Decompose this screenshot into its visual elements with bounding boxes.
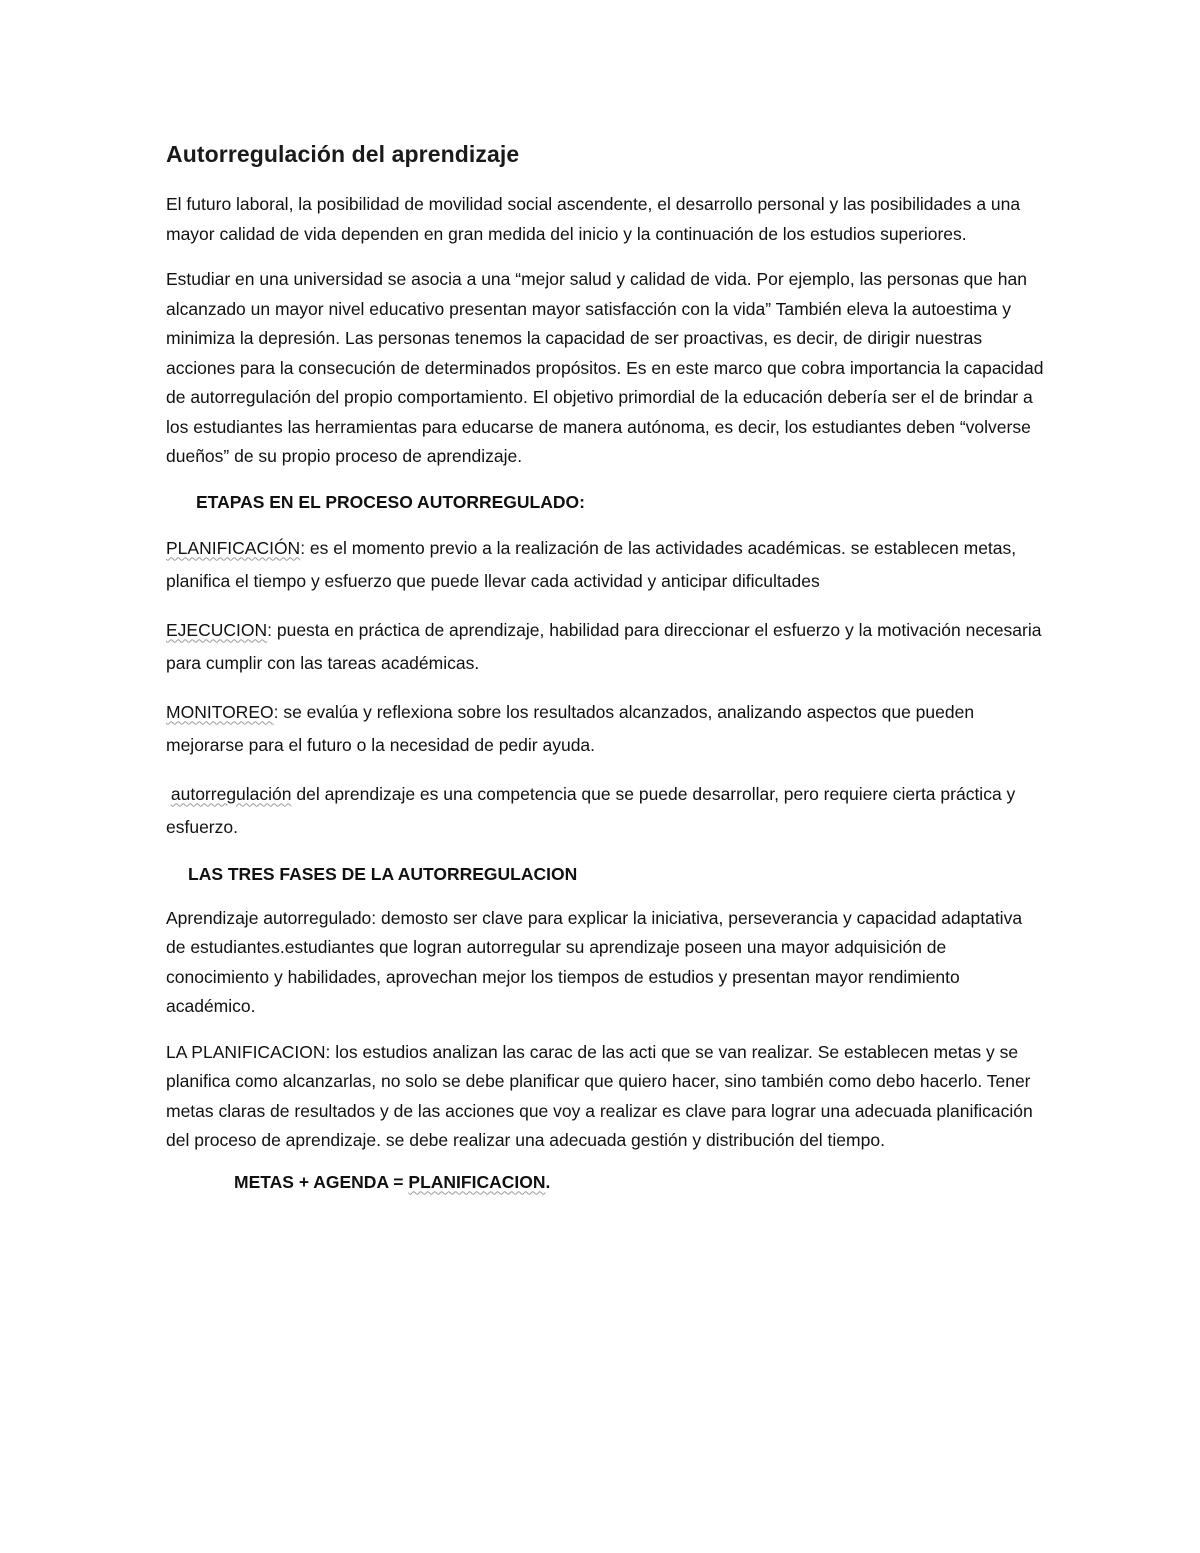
term-ejecucion: EJECUCION xyxy=(166,619,268,640)
document-body xyxy=(166,141,1046,1193)
paragraph-university: Estudiar en una universidad se asocia a una “mejor salud y calidad de vida. Por ejemplo, las personas que han alcanzado un mayor nivel educativo presentan mayor satisfacción con la vida” También eleva la autoestima y minimiza la depresión. Las personas tenemos la capacidad de ser proactivas, es decir, de dirigir nuestras acciones para la consecución de determinados propósitos. Es en este marco que cobra importancia la capacidad de autorregulación del propio comportamiento. El objetivo primordial de la educación debería ser el de brindar a los estudiantes las herramientas para educarse de manera autónoma, es decir, los estudiantes deben “volverse dueños” de su propio proceso de aprendizaje. xyxy=(166,269,1044,466)
etapas-list xyxy=(166,532,1046,844)
formula-prefix: METAS + AGENDA = xyxy=(234,1171,409,1192)
paragraph-planificacion: LA PLANIFICACION: los estudios analizan las carac de las acti que se van realizar. Se establecen metas y se planifica como alcanzarlas, no solo se debe planificar que quiero hacer, sino también como debo hacerlo. Tener metas claras de resultados y de las acciones que voy a realizar es clave para lograr una adecuada planificación del proceso de aprendizaje. se debe realizar una adecuada gestión y distribución del tiempo. xyxy=(166,1041,1033,1150)
formula-line xyxy=(166,1172,1046,1193)
formula-suffix: . xyxy=(545,1171,551,1192)
etapa-planificacion-text: : es el momento previo a la realización de las actividades académicas. se establecen metas, planifica el tiempo y esfuerzo que puede llevar cada actividad y anticipar dificultades xyxy=(166,537,1017,591)
section-heading-etapas: ETAPAS EN EL PROCESO AUTORREGULADO: xyxy=(196,491,585,512)
autorregulacion-note-text: del aprendizaje es una competencia que se puede desarrollar, pero requiere cierta práctica y esfuerzo. xyxy=(166,783,1016,837)
etapa-ejecucion xyxy=(166,614,1046,680)
formula-term: PLANIFICACION xyxy=(408,1171,546,1192)
paragraph-fases: Aprendizaje autorregulado: demosto ser clave para explicar la iniciativa, perseverancia y capacidad adaptativa de estudiantes.estudiantes que logran autorregular su aprendizaje poseen una mayor adquisición de conocimiento y habilidades, aprovechan mejor los tiempos de estudios y presentan mayor rendimiento académico. xyxy=(166,907,1023,1016)
etapa-monitoreo xyxy=(166,696,1046,762)
etapa-monitoreo-text: : se evalúa y reflexiona sobre los resultados alcanzados, analizando aspectos que pueden mejorarse para el futuro o la necesidad de pedir ayuda. xyxy=(166,701,975,755)
term-monitoreo: MONITOREO xyxy=(166,701,274,722)
section-heading-fases: LAS TRES FASES DE LA AUTORREGULACION xyxy=(188,863,578,884)
term-planificacion: PLANIFICACIÓN xyxy=(166,537,301,558)
paragraph-intro: El futuro laboral, la posibilidad de movilidad social ascendente, el desarrollo personal y las posibilidades a una mayor calidad de vida dependen en gran medida del inicio y la continuación de los estudios superiores. xyxy=(166,194,1021,244)
document-title: Autorregulación del aprendizaje xyxy=(166,141,520,167)
paragraph-autorregulacion-note xyxy=(166,778,1046,844)
etapa-planificacion xyxy=(166,532,1046,598)
etapa-ejecucion-text: : puesta en práctica de aprendizaje, habilidad para direccionar el esfuerzo y la motivación necesaria para cumplir con las tareas académicas. xyxy=(166,619,1042,673)
term-autorregulacion: autorregulación xyxy=(170,783,292,804)
